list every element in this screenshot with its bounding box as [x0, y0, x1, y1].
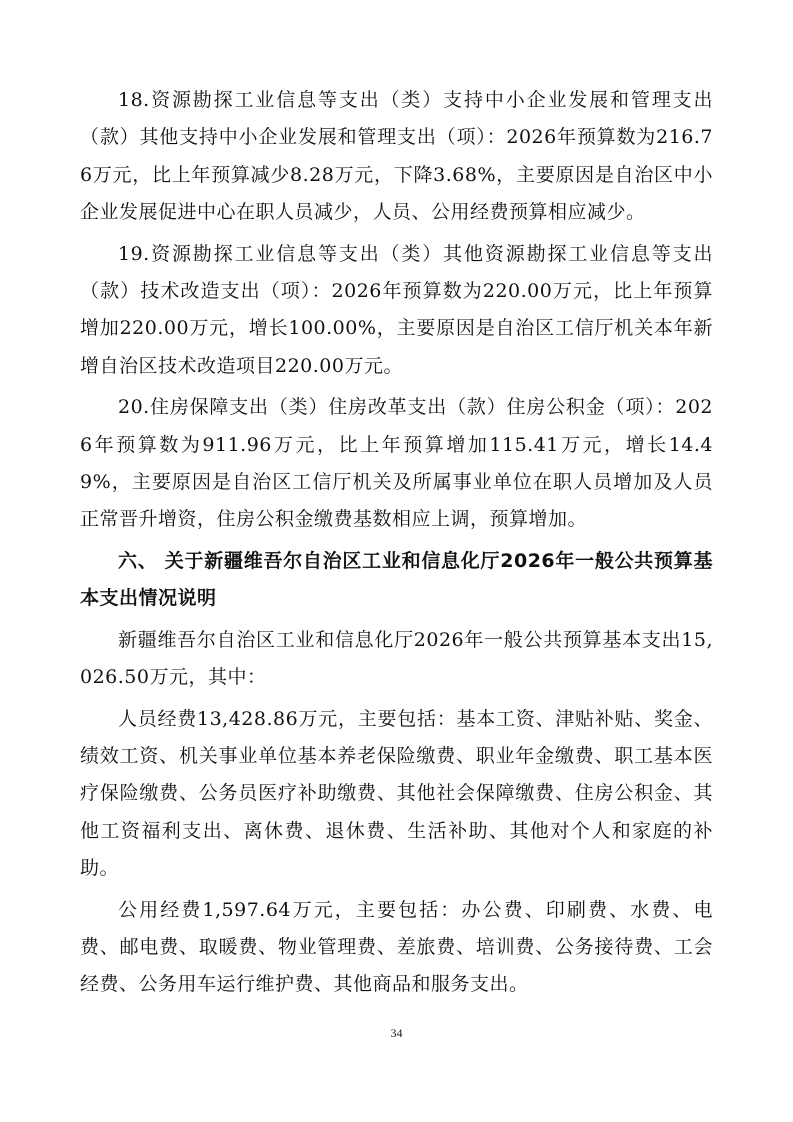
- paragraph-item-19: 19.资源勘探工业信息等支出（类）其他资源勘探工业信息等支出（款）技术改造支出（项）：2026年预算数为220.00万元，比上年预算增加220.00万元，增长100.00%，主要原因是自治区工信厅机关本年新增自治区技术改造项目220.00万元。: [80, 242, 713, 377]
- document-page: [80, 82, 713, 1008]
- paragraph-item-20: 20.住房保障支出（类）住房改革支出（款）住房公积金（项）：2026年预算数为911.96万元，比上年预算增加115.41万元，增长14.49%，主要原因是自治区工信厅机关及所属事业单位在职人员增加及人员正常晋升增资，住房公积金缴费基数相应上调，预算增加。: [80, 396, 713, 531]
- section-intro: 新疆维吾尔自治区工业和信息化厅2026年一般公共预算基本支出15,026.50万元，其中：: [80, 628, 713, 689]
- section-heading: 六、 关于新疆维吾尔自治区工业和信息化厅2026年一般公共预算基本支出情况说明: [80, 549, 713, 610]
- public-expenses-paragraph: 公用经费1,597.64万元，主要包括：办公费、印刷费、水费、电费、邮电费、取暖费、物业管理费、差旅费、培训费、公务接待费、工会经费、公务用车运行维护费、其他商品和服务支出。: [80, 898, 713, 996]
- page-number: 34: [390, 1026, 403, 1040]
- personnel-expenses-paragraph: 人员经费13,428.86万元，主要包括：基本工资、津贴补贴、奖金、绩效工资、机关事业单位基本养老保险缴费、职业年金缴费、职工基本医疗保险缴费、公务员医疗补助缴费、其他社会保障缴费、住房公积金、其他工资福利支出、离休费、退休费、生活补助、其他对个人和家庭的补助。: [80, 707, 713, 880]
- paragraph-item-18: 18.资源勘探工业信息等支出（类）支持中小企业发展和管理支出（款）其他支持中小企业发展和管理支出（项）：2026年预算数为216.76万元，比上年预算减少8.28万元，下降3.68%，主要原因是自治区中小企业发展促进中心在职人员减少，人员、公用经费预算相应减少。: [80, 89, 713, 224]
